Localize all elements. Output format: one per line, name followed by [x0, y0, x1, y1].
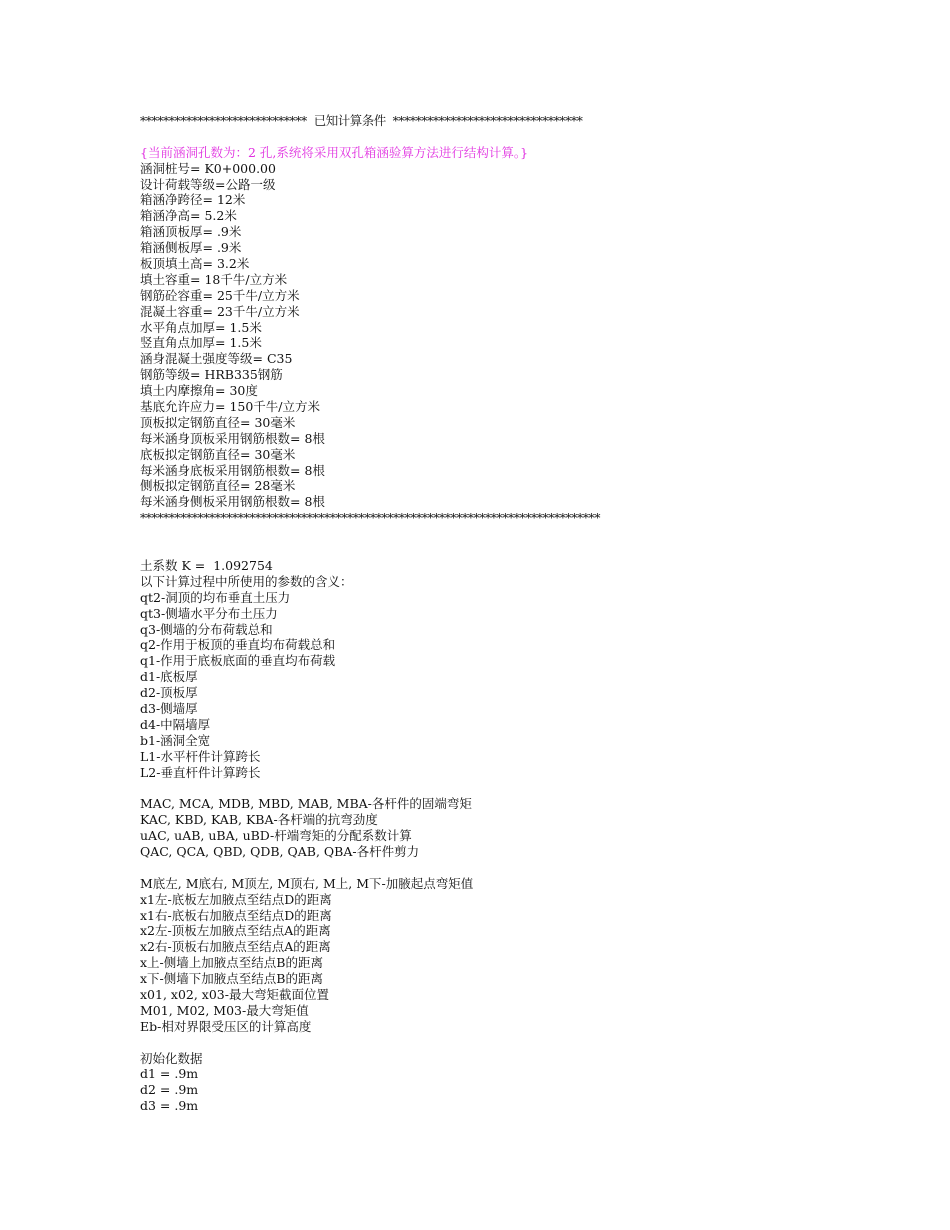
condition-line: 箱涵净高= 5.2米 [140, 208, 237, 224]
condition-line: 填土容重= 18千牛/立方米 [140, 271, 288, 287]
soil-coefficient: 土系数 K = 1.092754 [140, 557, 273, 573]
parameters-intro: 以下计算过程中所使用的参数的含义： [140, 573, 353, 589]
parameter-definition: MAC, MCA, MDB, MBD, MAB, MBA-各杆件的固端弯矩 [140, 796, 472, 812]
spacer [140, 780, 900, 796]
parameter-definition: x2右-顶板右加腋点至结点A的距离 [140, 939, 331, 955]
parameter-definition: b1-涵洞全宽 [140, 732, 211, 748]
parameter-definition: Eb-相对界限受压区的计算高度 [140, 1018, 312, 1034]
initialization-list [140, 1066, 900, 1114]
parameter-definition: x01, x02, x03-最大弯矩截面位置 [140, 986, 329, 1002]
parameter-definition: M01, M02, M03-最大弯矩值 [140, 1002, 309, 1018]
parameter-definition: d2-顶板厚 [140, 685, 198, 701]
condition-line: 钢筋等级= HRB335钢筋 [140, 367, 283, 383]
parameter-definitions-group-3 [140, 876, 900, 1035]
spacer [140, 526, 900, 542]
condition-line: 顶板拟定钢筋直径= 30毫米 [140, 414, 296, 430]
parameter-definition: d3-侧墙厚 [140, 700, 198, 716]
parameter-definition: x2左-顶板左加腋点至结点A的距离 [140, 923, 331, 939]
parameter-definition: q3-侧墙的分布荷载总和 [140, 621, 273, 637]
known-conditions-header: ***************************** 已知计算条件 ********************************* [140, 113, 583, 128]
condition-line: 水平角点加厚= 1.5米 [140, 319, 262, 335]
parameter-definition: uAC, uAB, uBA, uBD-杆端弯矩的分配系数计算 [140, 828, 412, 844]
condition-line: 每米涵身侧板采用钢筋根数= 8根 [140, 494, 325, 510]
condition-line: 设计荷载等级=公路一级 [140, 176, 276, 192]
parameter-definition: L2-垂直杆件计算跨长 [140, 764, 261, 780]
initialization-line: d2 = .9m [140, 1082, 199, 1098]
condition-line: 每米涵身底板采用钢筋根数= 8根 [140, 462, 325, 478]
condition-line: 涵身混凝土强度等级= C35 [140, 351, 293, 367]
condition-line: 钢筋砼容重= 25千牛/立方米 [140, 287, 300, 303]
condition-line: 侧板拟定钢筋直径= 28毫米 [140, 478, 296, 494]
condition-line: 竖直角点加厚= 1.5米 [140, 335, 262, 351]
condition-line: 填土内摩擦角= 30度 [140, 383, 258, 399]
parameter-definition: d1-底板厚 [140, 669, 198, 685]
condition-line: 底板拟定钢筋直径= 30毫米 [140, 446, 296, 462]
condition-line: 板顶填土高= 3.2米 [140, 256, 250, 272]
condition-line: 箱涵侧板厚= .9米 [140, 240, 242, 256]
parameter-definitions-group-1 [140, 590, 900, 781]
parameter-definition: L1-水平杆件计算跨长 [140, 748, 261, 764]
parameter-definition: x1左-底板左加腋点至结点D的距离 [140, 891, 332, 907]
hole-count-notice: {当前涵洞孔数为：2 孔,系统将采用双孔箱涵验算方法进行结构计算。} [140, 144, 529, 160]
parameter-definition: q1-作用于底板底面的垂直均布荷载 [140, 653, 336, 669]
condition-line: 每米涵身顶板采用钢筋根数= 8根 [140, 430, 325, 446]
spacer [140, 860, 900, 876]
spacer [140, 542, 900, 558]
initialization-line: d3 = .9m [140, 1098, 199, 1114]
parameter-definition: x上-侧墙上加腋点至结点B的距离 [140, 955, 323, 971]
condition-line: 基底允许应力= 150千牛/立方米 [140, 399, 321, 415]
initialization-title: 初始化数据 [140, 1050, 203, 1066]
condition-line: 箱涵顶板厚= .9米 [140, 224, 242, 240]
parameter-definition: KAC, KBD, KAB, KBA-各杆端的抗弯劲度 [140, 812, 378, 828]
parameter-definition: qt3-侧墙水平分布土压力 [140, 605, 278, 621]
condition-line: 箱涵净跨径= 12米 [140, 192, 246, 208]
parameter-definition: M底左, M底右, M顶左, M顶右, M上, M下-加腋起点弯矩值 [140, 875, 474, 891]
condition-line: 混凝土容重= 23千牛/立方米 [140, 303, 300, 319]
parameter-definition: qt2-洞顶的均布垂直土压力 [140, 589, 291, 605]
known-conditions-footer: ******************************************************************************** [140, 510, 600, 526]
parameter-definition: x1右-底板右加腋点至结点D的距离 [140, 907, 332, 923]
condition-line: 涵洞桩号= K0+000.00 [140, 160, 276, 176]
spacer [140, 1035, 900, 1051]
parameter-definition: QAC, QCA, QBD, QDB, QAB, QBA-各杆件剪力 [140, 843, 420, 859]
parameter-definition: x下-侧墙下加腋点至结点B的距离 [140, 971, 323, 987]
initialization-line: d1 = .9m [140, 1066, 199, 1082]
spacer [140, 129, 900, 145]
known-conditions-list [140, 161, 900, 511]
parameter-definition: d4-中隔墙厚 [140, 716, 211, 732]
parameter-definitions-group-2 [140, 796, 900, 860]
document-page [140, 113, 900, 1114]
parameter-definition: q2-作用于板顶的垂直均布荷载总和 [140, 637, 336, 653]
